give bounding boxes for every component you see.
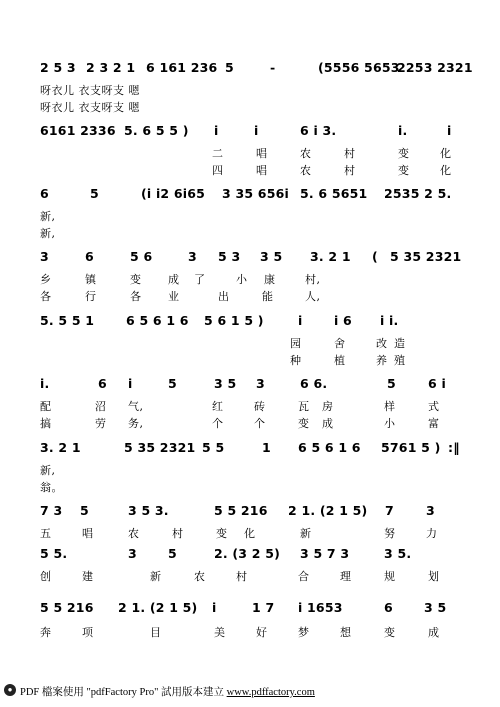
lyric: 化 xyxy=(440,147,452,160)
lyric: 新 xyxy=(300,527,312,540)
lyric: 变 xyxy=(130,273,142,286)
note-group: 2253 2321 xyxy=(397,60,473,75)
score-row-10-lyrics-1 xyxy=(0,624,500,642)
note-group: 6 5 6 1 6 xyxy=(298,440,361,455)
lyric: 翁。 xyxy=(40,481,63,494)
lyric: 村 xyxy=(236,570,248,583)
lyric: 变 xyxy=(216,527,228,540)
note-group: 5. 5 5 1 xyxy=(40,313,95,328)
score-row-6-lyrics-1 xyxy=(0,398,500,416)
footer-text xyxy=(20,684,315,699)
lyric: 村 xyxy=(172,527,184,540)
lyric: 变 xyxy=(298,417,310,430)
score-row-3-lyrics-2 xyxy=(0,225,500,243)
note-group: 3 xyxy=(426,503,435,518)
lyric: 创 xyxy=(40,570,52,583)
score-row-3-notes xyxy=(0,186,500,204)
note-group: 2535 2 5. xyxy=(384,186,452,201)
lyric: 项 xyxy=(82,626,94,639)
lyric: 镇 xyxy=(85,273,97,286)
lyric: 美 xyxy=(214,626,226,639)
lyric: 造 xyxy=(394,337,406,350)
note-group: 5 5. xyxy=(40,546,68,561)
lyric: 式 xyxy=(428,400,440,413)
score-row-9-notes xyxy=(0,546,500,564)
score-row-2-notes xyxy=(0,123,500,141)
note-group: 3 5 xyxy=(260,249,283,264)
lyric: 新 xyxy=(150,570,162,583)
lyric: 舍 xyxy=(334,337,346,350)
note-group: (i i2 6i65 xyxy=(141,186,206,201)
lyric: 养 xyxy=(376,354,388,367)
score-row-5-lyrics-1 xyxy=(0,335,500,353)
note-group: 2 1. (2 1 5) xyxy=(118,600,198,615)
note-group: 3 xyxy=(128,546,137,561)
score-row-3-lyrics-1 xyxy=(0,208,500,226)
lyric: 梦 xyxy=(298,626,310,639)
score-row-4-notes xyxy=(0,249,500,267)
lyric: 四 xyxy=(212,164,224,177)
lyric: 农 xyxy=(128,527,140,540)
note-group: i xyxy=(298,313,303,328)
note-group: 5. 6 5651 xyxy=(300,186,368,201)
lyric: 园 xyxy=(290,337,302,350)
lyric: 改 xyxy=(376,337,388,350)
note-group: i 6 xyxy=(334,313,352,328)
note-group: 6 6. xyxy=(300,376,328,391)
note-group: 2 3 2 1 xyxy=(86,60,136,75)
lyric: 化 xyxy=(440,164,452,177)
lyric: 业 xyxy=(168,290,180,303)
note-group: 6 i xyxy=(428,376,446,391)
note-group: 3. 2 1 xyxy=(310,249,351,264)
score-row-8-notes xyxy=(0,503,500,521)
lyric: 砖 xyxy=(254,400,266,413)
lyric: 变 xyxy=(398,147,410,160)
lyric: 唱 xyxy=(82,527,94,540)
lyric: 种 xyxy=(290,354,302,367)
repeat-sign: :‖ xyxy=(448,440,460,455)
lyric: 了 xyxy=(194,273,206,286)
lyric: 个 xyxy=(212,417,224,430)
note-group: i. xyxy=(398,123,408,138)
score-row-2-lyrics-2 xyxy=(0,162,500,180)
score-row-2-lyrics-1 xyxy=(0,145,500,163)
lyric: 乡 xyxy=(40,273,52,286)
note-group: 6161 2336 xyxy=(40,123,116,138)
lyric: 农 xyxy=(300,147,312,160)
lyric: 成 xyxy=(322,417,334,430)
note-group: 6 xyxy=(85,249,94,264)
lyric: 规 xyxy=(384,570,396,583)
lyric: 人, xyxy=(305,290,321,303)
score-row-1-notes xyxy=(0,60,500,78)
pdf-footer xyxy=(0,684,500,700)
score-row-9-lyrics-1 xyxy=(0,568,500,586)
note-group: i xyxy=(214,123,219,138)
footer-label: PDF 檔案使用 "pdfFactory Pro" 試用版本建立 xyxy=(20,687,224,698)
score-row-6-lyrics-2 xyxy=(0,415,500,433)
note-group: 7 3 xyxy=(40,503,63,518)
lyric: 理 xyxy=(340,570,352,583)
lyric: 出 xyxy=(218,290,230,303)
lyric: 房 xyxy=(322,400,334,413)
lyric: 目 xyxy=(150,626,162,639)
lyric: 变 xyxy=(398,164,410,177)
lyric: 合 xyxy=(298,570,310,583)
lyric: 好 xyxy=(256,626,268,639)
note-group: 3 35 656i xyxy=(222,186,289,201)
note-group: 5 xyxy=(225,60,234,75)
pdf-icon: ● xyxy=(4,684,16,696)
note-group: 3 5 7 3 xyxy=(300,546,350,561)
lyric: 植 xyxy=(334,354,346,367)
lyric: 个 xyxy=(254,417,266,430)
note-group: 3 5 xyxy=(424,600,447,615)
lyric: 小 xyxy=(384,417,396,430)
lyric: 村, xyxy=(305,273,321,286)
lyric: 行 xyxy=(85,290,97,303)
note-group: 5 6 xyxy=(130,249,153,264)
note-group: - xyxy=(270,60,276,75)
note-group: 3 5 3. xyxy=(128,503,169,518)
lyric: 变 xyxy=(384,626,396,639)
note-group: 5 xyxy=(90,186,99,201)
note-group: 5 5 216 xyxy=(40,600,94,615)
note-group: 6 xyxy=(384,600,393,615)
lyric: 殖 xyxy=(394,354,406,367)
lyric: 各 xyxy=(130,290,142,303)
note-group: i xyxy=(254,123,259,138)
note-group: ( xyxy=(372,249,378,264)
lyric: 瓦 xyxy=(298,400,310,413)
lyric: 村 xyxy=(344,164,356,177)
lyric: 小 xyxy=(236,273,248,286)
note-group: 6 xyxy=(98,376,107,391)
score-row-1-lyrics-2 xyxy=(0,99,500,117)
lyric: 努 xyxy=(384,527,396,540)
note-group: 5 5 216 xyxy=(214,503,268,518)
note-group: 1 xyxy=(262,440,271,455)
lyric: 化 xyxy=(244,527,256,540)
note-group: 5 35 2321 xyxy=(124,440,196,455)
note-group: 3 5 xyxy=(214,376,237,391)
note-group: 5. 6 5 5 ) xyxy=(124,123,189,138)
lyric: 村 xyxy=(344,147,356,160)
lyric: 气, xyxy=(128,400,144,413)
lyric: 唱 xyxy=(256,147,268,160)
score-row-10-notes xyxy=(0,600,500,618)
lyric: 呀衣儿 衣支呀支 嗯 xyxy=(40,84,140,97)
score-row-6-notes xyxy=(0,376,500,394)
score-row-4-lyrics-2 xyxy=(0,288,500,306)
score-row-5-lyrics-2 xyxy=(0,352,500,370)
score-row-7-lyrics-1 xyxy=(0,462,500,480)
score-row-4-lyrics-1 xyxy=(0,271,500,289)
note-group: 6 5 6 1 6 xyxy=(126,313,189,328)
lyric: 唱 xyxy=(256,164,268,177)
lyric: 红 xyxy=(212,400,224,413)
lyric: 务, xyxy=(128,417,144,430)
lyric: 搞 xyxy=(40,417,52,430)
lyric: 划 xyxy=(428,570,440,583)
note-group: 5 35 2321 xyxy=(390,249,462,264)
score-row-5-notes xyxy=(0,313,500,331)
lyric: 成 xyxy=(168,273,180,286)
note-group: 5 xyxy=(387,376,396,391)
note-group: 3 xyxy=(256,376,265,391)
lyric: 劳 xyxy=(95,417,107,430)
lyric: 富 xyxy=(428,417,440,430)
lyric: 能 xyxy=(262,290,274,303)
note-group: (5556 5653 xyxy=(318,60,400,75)
score-row-8-lyrics-1 xyxy=(0,525,500,543)
note-group: 5 xyxy=(80,503,89,518)
lyric: 建 xyxy=(82,570,94,583)
note-group: 5 5 xyxy=(202,440,225,455)
note-group: i 1653 xyxy=(298,600,343,615)
note-group: 3 xyxy=(188,249,197,264)
lyric: 奔 xyxy=(40,626,52,639)
lyric: 新, xyxy=(40,464,56,477)
note-group: 3 xyxy=(40,249,49,264)
note-group: 6 i 3. xyxy=(300,123,337,138)
lyric: 成 xyxy=(428,626,440,639)
lyric: 五 xyxy=(40,527,52,540)
note-group: i xyxy=(447,123,452,138)
note-group: i. xyxy=(40,376,50,391)
note-group: 1 7 xyxy=(252,600,275,615)
lyric: 想 xyxy=(340,626,352,639)
note-group: 2 5 3 xyxy=(40,60,76,75)
note-group: 5 6 1 5 ) xyxy=(204,313,264,328)
note-group: 3. 2 1 xyxy=(40,440,81,455)
note-group: 6 161 236 xyxy=(146,60,218,75)
score-row-7-notes xyxy=(0,440,500,458)
note-group: 6 xyxy=(40,186,49,201)
note-group: 5 3 xyxy=(218,249,241,264)
note-group: 7 xyxy=(385,503,394,518)
lyric: 二 xyxy=(212,147,224,160)
lyric: 配 xyxy=(40,400,52,413)
score-row-1-lyrics-1 xyxy=(0,82,500,100)
note-group: 5 xyxy=(168,546,177,561)
lyric: 新, xyxy=(40,210,56,223)
lyric: 农 xyxy=(194,570,206,583)
lyric: 新, xyxy=(40,227,56,240)
lyric: 各 xyxy=(40,290,52,303)
note-group: 5761 5 ) xyxy=(381,440,441,455)
score-row-7-lyrics-2 xyxy=(0,479,500,497)
note-group: 5 xyxy=(168,376,177,391)
note-group: i xyxy=(212,600,217,615)
lyric: 呀衣儿 衣支呀支 嗯 xyxy=(40,101,140,114)
lyric: 样 xyxy=(384,400,396,413)
note-group: 3 5. xyxy=(384,546,412,561)
lyric: 沼 xyxy=(95,400,107,413)
note-group: i i. xyxy=(380,313,399,328)
note-group: 2 1. (2 1 5) xyxy=(288,503,368,518)
lyric: 力 xyxy=(426,527,438,540)
note-group: i xyxy=(128,376,133,391)
lyric: 农 xyxy=(300,164,312,177)
note-group: 2. (3 2 5) xyxy=(214,546,281,561)
footer-link[interactable]: www.pdffactory.com xyxy=(226,687,315,698)
lyric: 康 xyxy=(264,273,276,286)
